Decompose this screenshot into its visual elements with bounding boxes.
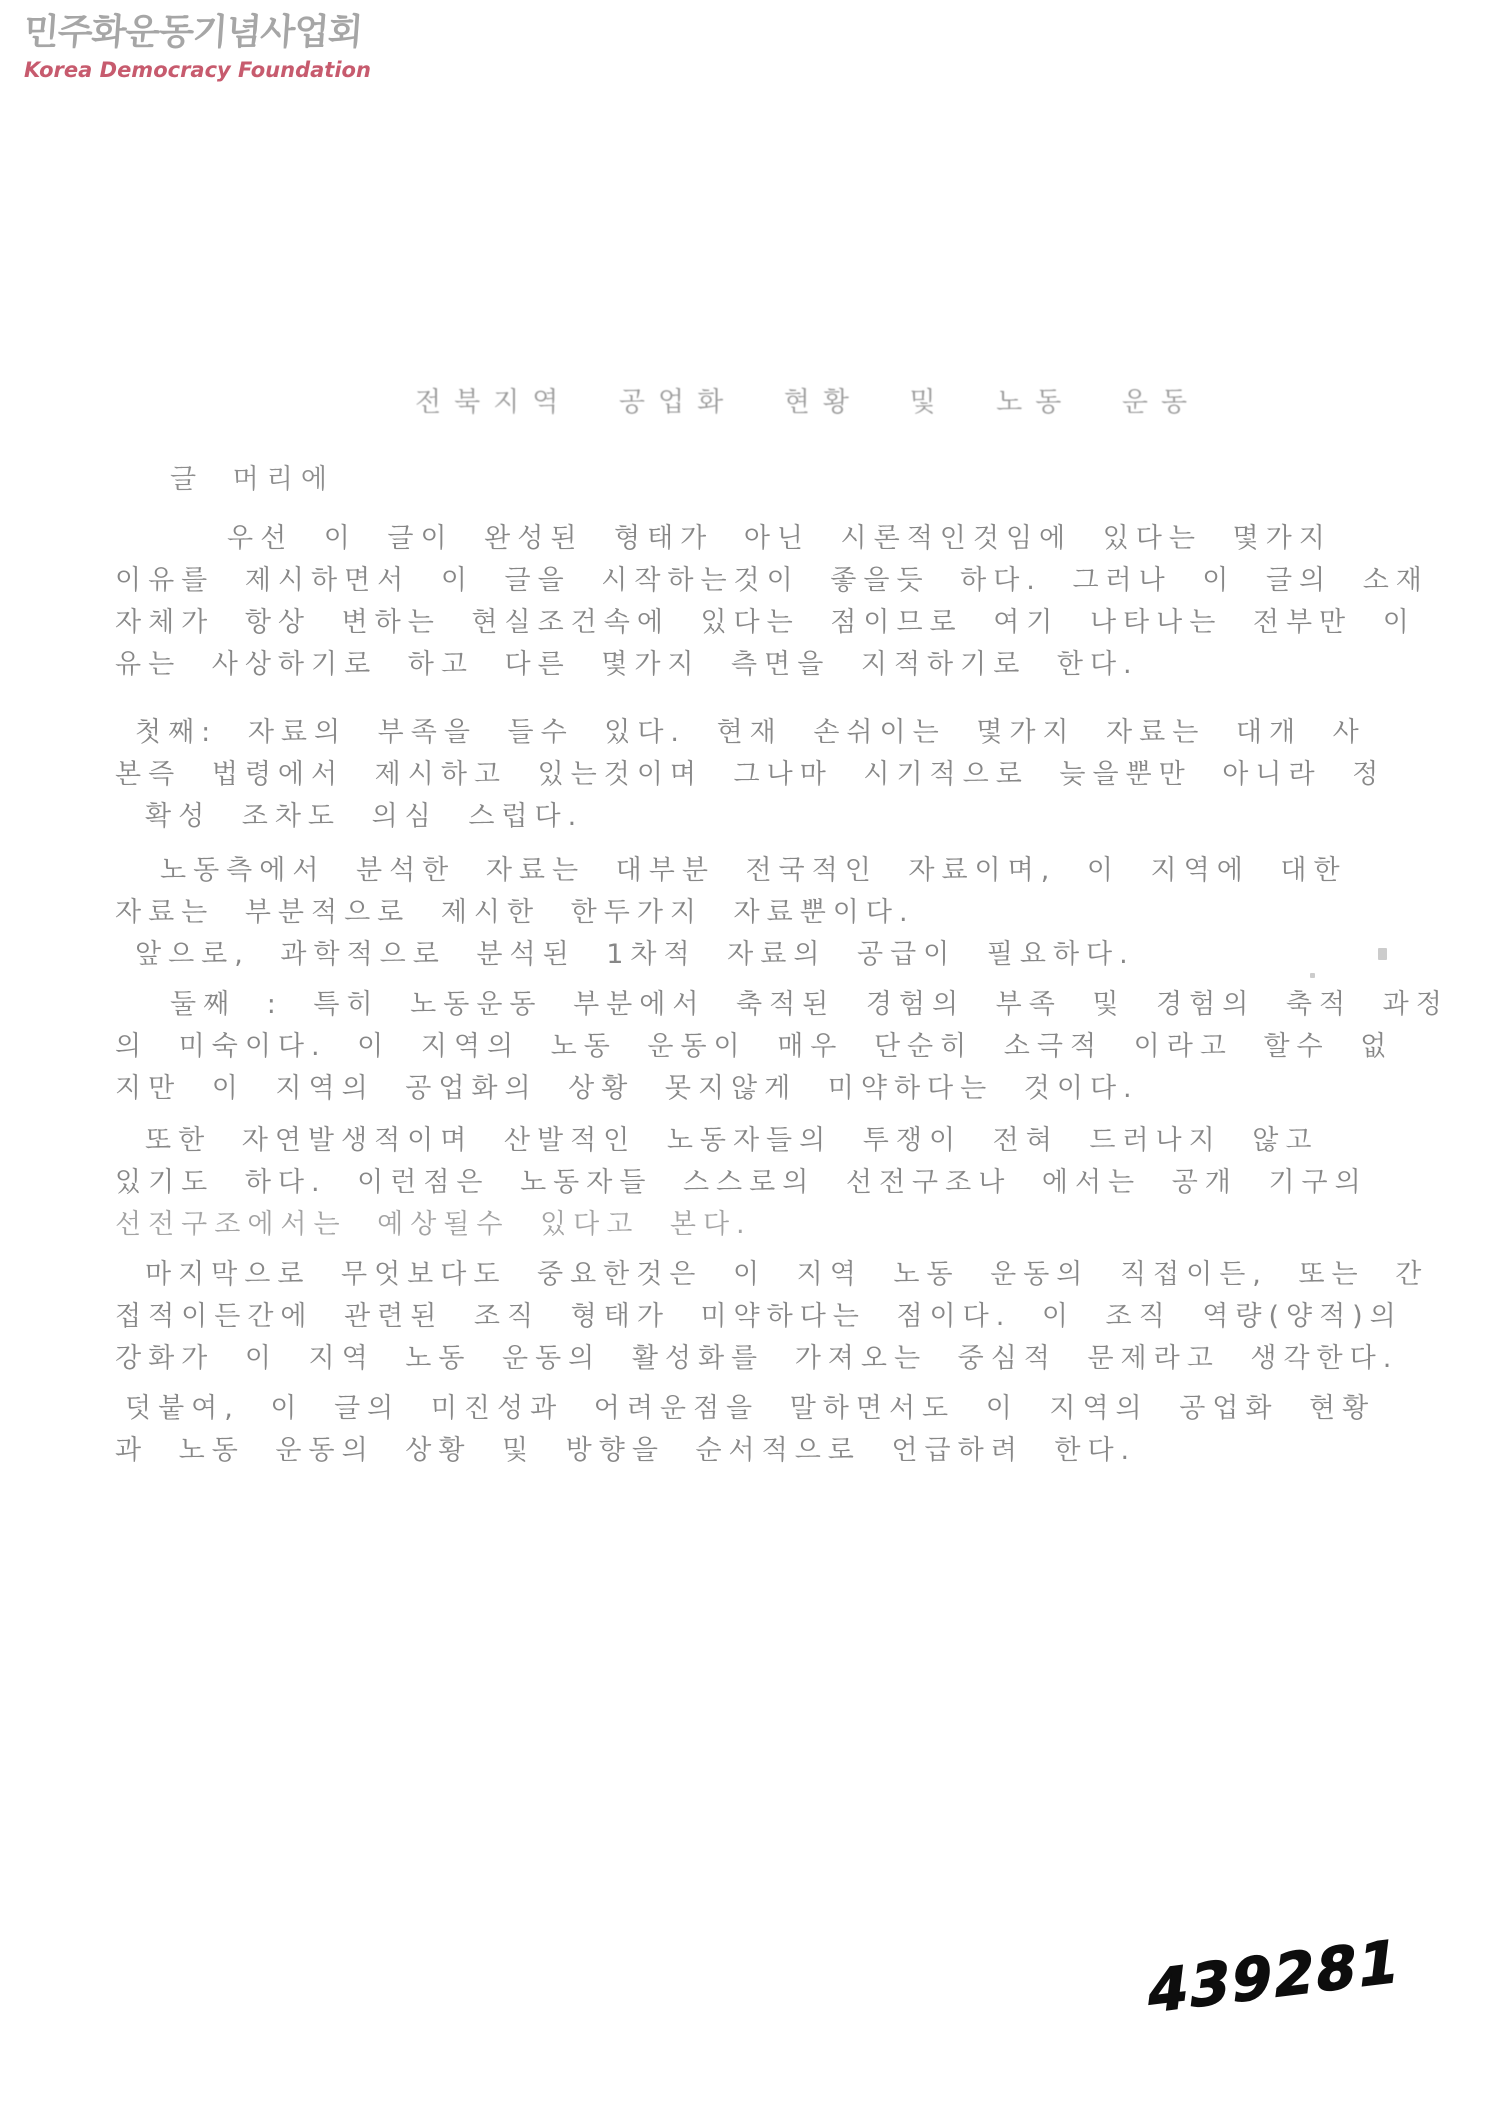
paragraph-block xyxy=(115,518,1449,1472)
text-line: 강화가 이 지역 노동 운동의 활성화를 가져오는 중심적 문제라고 생각한다. xyxy=(115,1343,1399,1374)
text-line: 덧붙여, 이 글의 미진성과 어려운점을 말하면서도 이 지역의 공업화 현황 xyxy=(125,1393,1376,1424)
handwritten-archive-number: 439281 xyxy=(1143,1926,1405,2027)
scan-noise-speck xyxy=(1310,973,1315,978)
text-line: 노동측에서 분석한 자료는 대부분 전국적인 자료이며, 이 지역에 대한 xyxy=(160,855,1347,886)
text-line: 의 미숙이다. 이 지역의 노동 운동이 매우 단순히 소극적 이라고 할수 없 xyxy=(115,1031,1394,1062)
scan-noise-speck xyxy=(1378,948,1387,960)
letterhead-logo xyxy=(24,14,371,82)
text-line: 유는 사상하기로 하고 다른 몇가지 측면을 지적하기로 한다. xyxy=(115,649,1139,680)
text-line: 이유를 제시하면서 이 글을 시작하는것이 좋을듯 하다. 그러나 이 글의 소재 xyxy=(115,565,1429,596)
text-line: 우선 이 글이 완성된 형태가 아닌 시론적인것임에 있다는 몇가지 xyxy=(227,523,1332,554)
text-line: 앞으로, 과학적으로 분석된 1차적 자료의 공급이 필요하다. xyxy=(135,939,1135,970)
text-line: 또한 자연발생적이며 산발적인 노동자들의 투쟁이 전혀 드러나지 않고 xyxy=(145,1125,1319,1156)
text-line: 자체가 항상 변하는 현실조건속에 있다는 점이므로 여기 나타나는 전부만 이 xyxy=(115,607,1416,638)
text-line: 둘째 : 특히 노동운동 부분에서 축적된 경험의 부족 및 경험의 축적 과정 xyxy=(170,989,1449,1020)
logo-korean-text: 민주화운동기념사업회 xyxy=(22,12,364,53)
text-line: 본즉 법령에서 제시하고 있는것이며 그나마 시기적으로 늦을뿐만 아니라 정 xyxy=(115,759,1386,790)
document-title: 전북지역 공업화 현황 및 노동 운동 xyxy=(415,387,1201,418)
text-line: 자료는 부분적으로 제시한 한두가지 자료뿐이다. xyxy=(115,897,915,928)
logo-english-text: Korea Democracy Foundation xyxy=(24,57,371,82)
text-line: 접적이든간에 관련된 조직 형태가 미약하다는 점이다. 이 조직 역량(양적)의 xyxy=(115,1301,1403,1332)
document-body xyxy=(115,380,1449,1472)
text-line: 있기도 하다. 이런점은 노동자들 스스로의 선전구조나 에서는 공개 기구의 xyxy=(115,1167,1368,1198)
section-heading: 글 머리에 xyxy=(170,464,335,495)
text-line: 확성 조차도 의심 스럽다. xyxy=(145,801,584,832)
text-line: 선전구조에서는 예상될수 있다고 본다. xyxy=(115,1209,752,1240)
text-line: 마지막으로 무엇보다도 중요한것은 이 지역 노동 운동의 직접이든, 또는 간 xyxy=(145,1259,1429,1290)
text-line: 지만 이 지역의 공업화의 상황 못지않게 미약하다는 것이다. xyxy=(115,1073,1139,1104)
text-line: 과 노동 운동의 상황 및 방향을 순서적으로 언급하려 한다. xyxy=(115,1435,1137,1466)
text-line: 첫째: 자료의 부족을 들수 있다. 현재 손쉬이는 몇가지 자료는 대개 사 xyxy=(135,717,1366,748)
